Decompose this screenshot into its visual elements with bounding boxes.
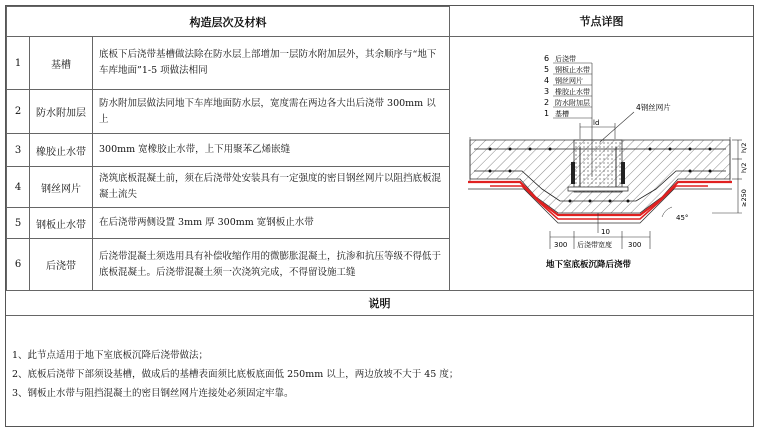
angle-label: 45° xyxy=(676,214,689,222)
table-header: 构造层次及材料 xyxy=(7,7,450,37)
row-desc: 防水附加层做法同地下车库地面防水层，宽度需在两边各大出后浇带 300mm 以上 xyxy=(93,90,450,134)
row-number: 2 xyxy=(7,90,30,134)
table-row xyxy=(7,167,450,208)
diagram-header: 节点详图 xyxy=(449,6,753,37)
legend-num: 2 xyxy=(544,98,550,107)
note-item: 1、此节点适用于地下室底板沉降后浇带做法； xyxy=(12,350,209,361)
legend-label: 防水附加层 xyxy=(555,99,590,107)
pour-strip xyxy=(574,140,622,192)
row-number: 1 xyxy=(7,37,30,90)
dim-half-height-a: h/2 xyxy=(740,142,748,153)
row-name: 钢板止水带 xyxy=(30,208,93,239)
legend-label: 钢丝网片 xyxy=(555,77,583,85)
row-desc: 300mm 宽橡胶止水带，上下用聚苯乙烯嵌缝 xyxy=(93,134,450,167)
row-desc: 在后浇带两侧设置 3mm 厚 300mm 宽钢板止水带 xyxy=(93,208,450,239)
row-number: 3 xyxy=(7,134,30,167)
slab-section xyxy=(470,137,730,213)
legend-num: 4 xyxy=(544,76,550,85)
detail-sheet xyxy=(5,5,754,427)
dim-10: 10 xyxy=(601,228,610,236)
diagram-caption: 地下室底板沉降后浇带 xyxy=(546,260,632,270)
row-name: 钢丝网片 xyxy=(30,167,93,208)
dim-ld: ld xyxy=(593,119,600,127)
notes-header: 说明 xyxy=(6,290,753,316)
diagram-svg xyxy=(450,37,754,290)
legend-num: 1 xyxy=(544,109,550,118)
legend-label: 钢板止水带 xyxy=(555,66,590,74)
row-number: 5 xyxy=(7,208,30,239)
table-row xyxy=(7,208,450,239)
table-row xyxy=(7,37,450,90)
legend-label: 后浇带 xyxy=(555,55,576,63)
note-item: 3、钢板止水带与阻挡混凝土的密目钢丝网片连接处必须固定牢靠。 xyxy=(12,388,294,399)
legend-label: 基槽 xyxy=(555,110,569,118)
dim-strip-width: 后浇带宽度 xyxy=(577,241,612,249)
construction-layers-table xyxy=(6,6,450,291)
row-name: 基槽 xyxy=(30,37,93,90)
row-desc: 后浇带混凝土须选用具有补偿收缩作用的微膨胀混凝土，抗渗和抗压等级不得低于底板混凝土。后浇带混凝土须一次浇筑完成，不得留设施工缝 xyxy=(93,239,450,291)
row-number: 4 xyxy=(7,167,30,208)
node-detail-diagram xyxy=(449,37,753,290)
row-desc: 底板下后浇带基槽做法除在防水层上部增加一层防水附加层外，其余顺序与“地下车库地面”1-5 项做法相同 xyxy=(93,37,450,90)
row-name: 橡胶止水带 xyxy=(30,134,93,167)
table-row xyxy=(7,239,450,291)
legend-num: 6 xyxy=(544,54,550,63)
dim-half-height-b: h/2 xyxy=(740,162,748,173)
dim-250: ≥250 xyxy=(740,189,748,207)
dim-300-right: 300 xyxy=(628,241,642,249)
legend-label: 橡胶止水带 xyxy=(555,88,590,96)
mesh-callout: 4钢丝网片 xyxy=(636,103,671,112)
dim-300-left: 300 xyxy=(554,241,568,249)
legend-num: 5 xyxy=(544,65,550,74)
table-row xyxy=(7,90,450,134)
note-item: 2、底板后浇带下部须设基槽，做成后的基槽表面须比底板底面低 250mm 以上，两边放坡不大于 45 度； xyxy=(12,369,459,380)
legend-num: 3 xyxy=(544,87,550,96)
row-name: 后浇带 xyxy=(30,239,93,291)
row-number: 6 xyxy=(7,239,30,291)
notes-list xyxy=(6,316,753,403)
table-row xyxy=(7,134,450,167)
row-name: 防水附加层 xyxy=(30,90,93,134)
row-desc: 浇筑底板混凝土前，须在后浇带处安装具有一定强度的密目钢丝网片以阻挡底板混凝土流失 xyxy=(93,167,450,208)
